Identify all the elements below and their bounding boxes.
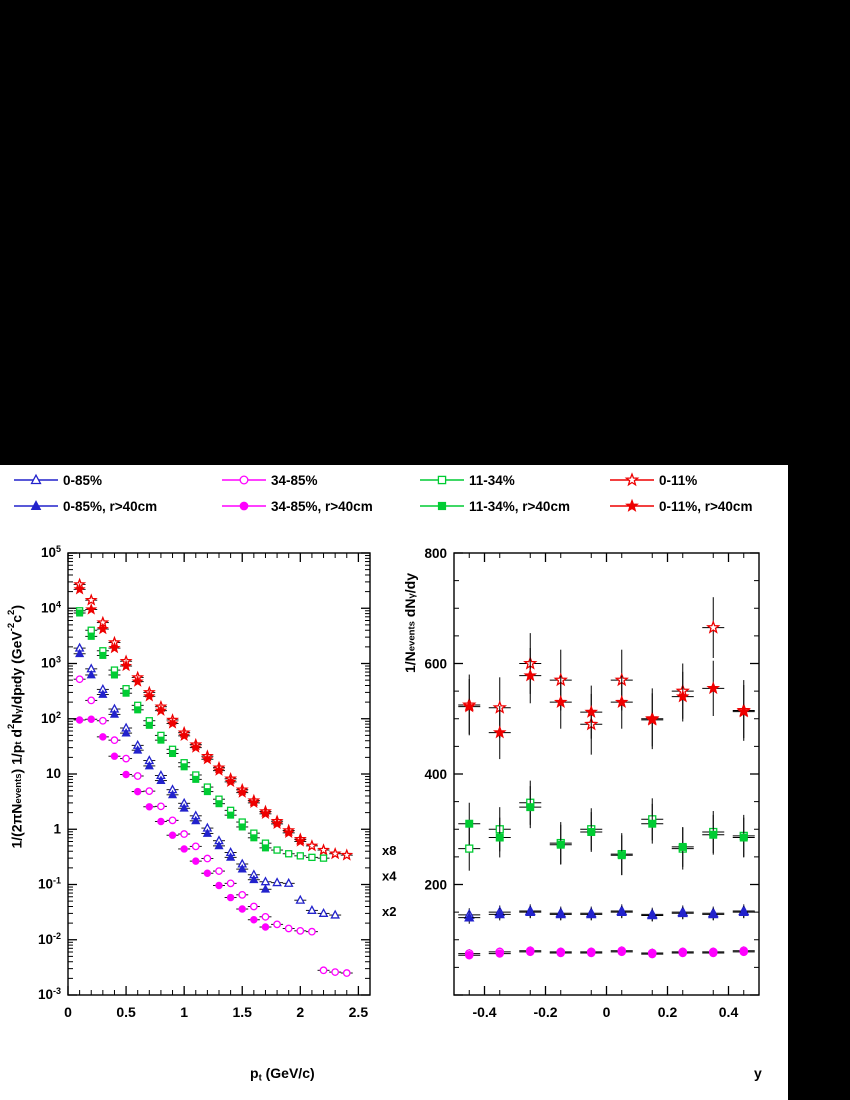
data-point-triangle-up bbox=[308, 906, 315, 913]
data-point-square bbox=[274, 847, 280, 853]
series-0-85 bbox=[458, 904, 755, 921]
y-tick-label: $10^4$ bbox=[40, 599, 61, 616]
data-point-circle bbox=[262, 924, 268, 930]
scale-annotation: x8 bbox=[382, 843, 397, 859]
data-point-star bbox=[330, 849, 339, 858]
data-point-circle bbox=[557, 949, 564, 956]
legend-marker-star bbox=[610, 471, 654, 489]
legend bbox=[0, 465, 788, 535]
data-point-circle bbox=[111, 737, 117, 743]
legend-label: 11-34% bbox=[469, 472, 515, 488]
legend-entry-34-85-r-40cm[interactable] bbox=[222, 497, 373, 515]
legend-label: 0-85%, r>40cm bbox=[63, 498, 158, 514]
data-point-square bbox=[679, 843, 686, 850]
x-tick-label: -0.2 bbox=[533, 1004, 558, 1020]
data-point-circle bbox=[320, 967, 326, 973]
data-point-square bbox=[170, 750, 176, 756]
data-point-circle bbox=[649, 950, 656, 957]
data-point-star bbox=[708, 622, 719, 632]
data-point-star bbox=[133, 677, 142, 686]
data-point-square bbox=[588, 829, 595, 836]
legend-entry-0-11[interactable] bbox=[610, 471, 697, 489]
data-point-square bbox=[181, 764, 187, 770]
data-point-square bbox=[88, 627, 94, 633]
legend-marker-star bbox=[610, 497, 654, 515]
data-point-square bbox=[88, 633, 94, 639]
legend-label: 0-85% bbox=[63, 472, 103, 488]
data-point-square bbox=[527, 804, 534, 811]
legend-label: 34-85% bbox=[271, 472, 318, 488]
right-panel bbox=[394, 535, 788, 1100]
y-tick-label: 600 bbox=[424, 656, 447, 672]
data-point-square bbox=[193, 776, 199, 782]
data-point-circle bbox=[274, 921, 280, 927]
data-point-circle bbox=[181, 831, 187, 837]
legend-label: 0-11% bbox=[659, 472, 698, 488]
data-point-triangle-up bbox=[273, 879, 280, 886]
x-tick-label: 2.5 bbox=[348, 1004, 369, 1020]
y-tick-label: $10^5$ bbox=[40, 544, 61, 560]
x-tick-label: 1.5 bbox=[232, 1004, 252, 1020]
legend-marker-square bbox=[420, 497, 464, 515]
x-tick-label: 0.2 bbox=[657, 1004, 678, 1020]
data-point-circle bbox=[527, 948, 534, 955]
legend-marker-triangle-up bbox=[14, 471, 58, 489]
legend-marker-circle bbox=[222, 497, 266, 515]
right-yaxis-label: $1/N_{events}$ $dN_\gamma/dy$ bbox=[402, 573, 418, 674]
data-point-square bbox=[204, 789, 210, 795]
data-point-circle bbox=[158, 803, 164, 809]
data-point-circle bbox=[158, 818, 164, 824]
x-tick-label: 0.4 bbox=[718, 1004, 739, 1020]
data-point-square bbox=[297, 853, 303, 859]
y-tick-label: 200 bbox=[424, 877, 447, 893]
data-point-circle bbox=[123, 771, 129, 777]
figure-canvas bbox=[0, 465, 788, 1100]
series-0-11 bbox=[74, 579, 353, 859]
legend-label: 11-34%, r>40cm bbox=[469, 498, 570, 514]
data-point-square bbox=[123, 690, 129, 696]
data-point-square bbox=[557, 841, 564, 848]
data-point-square bbox=[239, 824, 245, 830]
y-tick-label: $10^{-1}$ bbox=[37, 875, 61, 892]
data-point-circle bbox=[76, 676, 82, 682]
data-point-star bbox=[307, 841, 316, 850]
y-tick-label: $10^3$ bbox=[40, 654, 61, 671]
data-point-circle bbox=[466, 952, 473, 959]
scale-annotation: x4 bbox=[382, 868, 397, 884]
data-point-circle bbox=[204, 870, 210, 876]
data-point-square bbox=[228, 812, 234, 818]
data-point-square bbox=[135, 707, 141, 713]
data-point-square bbox=[438, 476, 445, 483]
series-0-85-r-40cm bbox=[458, 906, 755, 924]
legend-marker-triangle-up bbox=[14, 497, 58, 515]
data-point-circle bbox=[239, 892, 245, 898]
data-point-star bbox=[98, 624, 107, 633]
data-point-circle bbox=[123, 755, 129, 761]
data-point-square bbox=[466, 845, 473, 852]
data-point-circle bbox=[285, 925, 291, 931]
data-point-circle bbox=[251, 903, 257, 909]
legend-entry-34-85[interactable] bbox=[222, 471, 318, 489]
left-panel bbox=[0, 535, 397, 1100]
data-point-circle bbox=[297, 928, 303, 934]
data-point-circle bbox=[496, 950, 503, 957]
data-point-square bbox=[251, 835, 257, 841]
data-point-circle bbox=[262, 914, 268, 920]
legend-label: 34-85%, r>40cm bbox=[271, 498, 373, 514]
data-point-square bbox=[158, 737, 164, 743]
series-0-11-r-40cm bbox=[458, 648, 755, 759]
data-point-circle bbox=[344, 970, 350, 976]
data-point-circle bbox=[679, 949, 686, 956]
data-point-circle bbox=[240, 502, 248, 510]
series-11-34-r-40cm bbox=[74, 610, 272, 851]
data-point-triangle-up bbox=[320, 909, 327, 916]
x-tick-label: 0 bbox=[602, 1004, 611, 1020]
legend-entry-0-85[interactable] bbox=[14, 471, 102, 489]
data-point-circle bbox=[710, 949, 717, 956]
left-xaxis-label: $p_t$ (GeV/c) bbox=[250, 1065, 315, 1084]
data-point-circle bbox=[88, 716, 94, 722]
legend-marker-circle bbox=[222, 471, 266, 489]
data-point-circle bbox=[193, 843, 199, 849]
series-11-34 bbox=[458, 781, 755, 875]
data-point-square bbox=[496, 834, 503, 841]
data-point-circle bbox=[227, 880, 233, 886]
data-point-circle bbox=[740, 948, 747, 955]
left-panel-plot bbox=[0, 535, 397, 1100]
data-point-star bbox=[87, 595, 96, 604]
y-tick-label: 10 bbox=[45, 766, 61, 781]
data-point-triangle-up bbox=[297, 896, 304, 903]
x-tick-label: 2 bbox=[296, 1004, 305, 1020]
series-34-85 bbox=[74, 676, 353, 976]
data-point-star bbox=[121, 661, 130, 670]
data-point-circle bbox=[169, 832, 175, 838]
left-yaxis-label: $1/(2\pi N_{events})$ $1/p_t$ $d^2N_\gamma/dp_tdy$ $(GeV^{-2}c^2)$ bbox=[6, 605, 25, 849]
data-point-square bbox=[216, 801, 222, 807]
data-point-circle bbox=[146, 804, 152, 810]
data-point-square bbox=[618, 852, 625, 859]
data-point-circle bbox=[88, 697, 94, 703]
legend-entry-11-34-r-40cm[interactable] bbox=[420, 497, 570, 515]
data-point-square bbox=[466, 820, 473, 827]
data-point-triangle-up bbox=[262, 885, 269, 892]
legend-marker-square bbox=[420, 471, 464, 489]
y-tick-label: $10^{-2}$ bbox=[37, 930, 61, 947]
data-point-circle bbox=[227, 894, 233, 900]
data-point-square bbox=[77, 610, 83, 616]
data-point-square bbox=[286, 851, 292, 857]
data-point-circle bbox=[134, 788, 140, 794]
scale-annotation: x2 bbox=[382, 904, 397, 920]
data-point-star bbox=[342, 850, 351, 859]
right-panel-plot bbox=[394, 535, 788, 1100]
plot-frame bbox=[68, 553, 370, 995]
data-point-star bbox=[75, 584, 84, 593]
x-tick-label: -0.4 bbox=[472, 1004, 497, 1020]
data-point-circle bbox=[181, 846, 187, 852]
data-point-circle bbox=[216, 882, 222, 888]
data-point-square bbox=[740, 834, 747, 841]
data-point-triangle-up bbox=[285, 879, 292, 886]
data-point-square bbox=[111, 672, 117, 678]
data-point-star bbox=[626, 500, 637, 511]
data-point-circle bbox=[204, 855, 210, 861]
data-point-square bbox=[438, 502, 445, 509]
data-point-circle bbox=[216, 868, 222, 874]
data-point-circle bbox=[100, 718, 106, 724]
data-point-square bbox=[262, 845, 268, 851]
data-point-circle bbox=[193, 858, 199, 864]
data-point-star bbox=[110, 643, 119, 652]
right-xaxis-label: y bbox=[754, 1065, 762, 1081]
y-tick-label: 1 bbox=[53, 821, 61, 837]
data-point-square bbox=[649, 820, 656, 827]
y-tick-label: $10^2$ bbox=[40, 709, 61, 726]
data-point-square bbox=[321, 855, 327, 861]
data-point-circle bbox=[251, 917, 257, 923]
data-point-star bbox=[319, 845, 328, 854]
legend-label: 0-11%, r>40cm bbox=[659, 498, 753, 514]
data-point-circle bbox=[169, 817, 175, 823]
data-point-circle bbox=[100, 734, 106, 740]
data-point-circle bbox=[332, 969, 338, 975]
x-tick-label: 0.5 bbox=[116, 1004, 136, 1020]
data-point-square bbox=[100, 652, 106, 658]
series-0-11-r-40cm bbox=[74, 584, 307, 845]
legend-entry-0-85-r-40cm[interactable] bbox=[14, 497, 157, 515]
y-tick-label: $10^{-3}$ bbox=[37, 986, 61, 1002]
y-tick-label: 800 bbox=[424, 546, 447, 561]
data-point-triangle-up bbox=[262, 878, 269, 885]
data-point-circle bbox=[618, 948, 625, 955]
x-tick-label: 1 bbox=[180, 1004, 189, 1020]
data-point-star bbox=[87, 605, 96, 614]
data-point-circle bbox=[588, 949, 595, 956]
data-point-square bbox=[146, 722, 152, 728]
x-tick-label: 0 bbox=[64, 1004, 72, 1020]
data-point-circle bbox=[134, 773, 140, 779]
data-point-star bbox=[626, 474, 637, 485]
data-point-circle bbox=[239, 906, 245, 912]
data-point-triangle-up bbox=[331, 911, 338, 918]
data-point-square bbox=[710, 831, 717, 838]
y-tick-label: 400 bbox=[424, 767, 447, 782]
data-point-circle bbox=[111, 753, 117, 759]
data-point-circle bbox=[76, 717, 82, 723]
legend-entry-11-34[interactable] bbox=[420, 471, 515, 489]
data-point-circle bbox=[309, 928, 315, 934]
legend-entry-0-11-r-40cm[interactable] bbox=[610, 497, 752, 515]
data-point-square bbox=[309, 854, 315, 860]
data-point-circle bbox=[146, 788, 152, 794]
data-point-circle bbox=[240, 476, 248, 484]
